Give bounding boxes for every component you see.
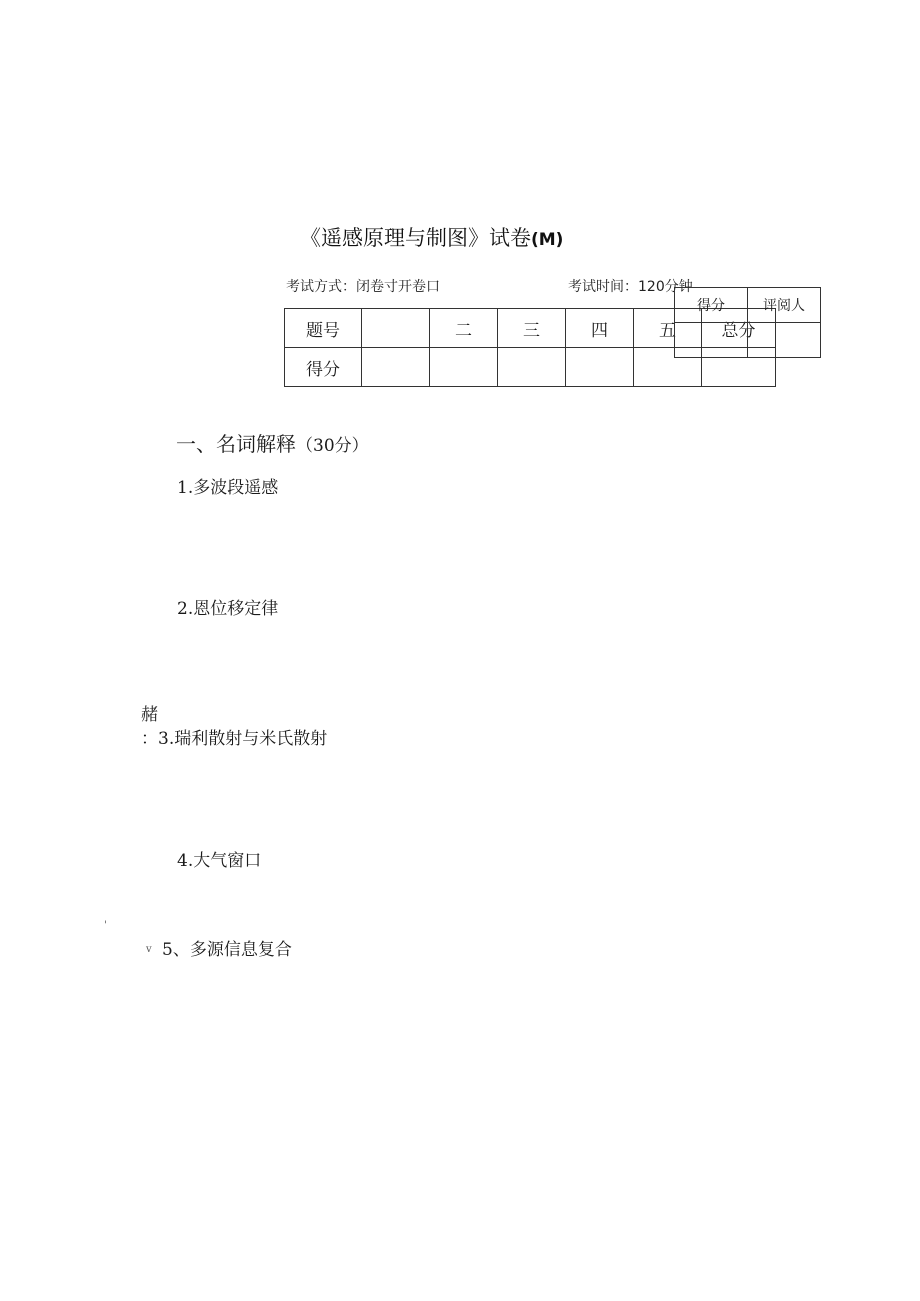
score-header-cell: 总分 (702, 309, 776, 348)
exam-time-unit: 分钟 (664, 279, 693, 295)
score-cell[interactable] (498, 348, 566, 387)
grader-score-header: 得分 (675, 288, 748, 323)
exam-time-label: 考试时间： (568, 279, 638, 295)
score-header-cell (362, 309, 430, 348)
question-item: 4.大气窗口 (177, 851, 262, 871)
question-item: 1.多波段遥感 (177, 478, 279, 498)
section-heading (176, 428, 369, 457)
exam-title (300, 222, 563, 252)
section-points: （30分） (296, 436, 369, 456)
grader-header-row (675, 288, 821, 323)
margin-mark-tick: ' (104, 920, 107, 931)
score-header-cell: 题号 (285, 309, 362, 348)
score-header-cell: 二 (430, 309, 498, 348)
margin-mark-char: 赭 (141, 705, 158, 725)
score-row-label: 得分 (285, 348, 362, 387)
question-item: ：3.瑞利散射与米氏散射 (141, 729, 328, 749)
score-header-cell: 五 (634, 309, 702, 348)
grader-entry-row (675, 323, 821, 358)
grader-reviewer-header: 评阅人 (748, 288, 821, 323)
score-cell[interactable] (566, 348, 634, 387)
exam-time-value: 120 (638, 279, 665, 295)
question-item: 2.恩位移定律 (177, 599, 279, 619)
score-header-cell: 三 (498, 309, 566, 348)
grader-reviewer-cell[interactable] (748, 323, 821, 358)
grader-table (674, 287, 821, 358)
section-title: 一、名词解释 (176, 432, 296, 456)
score-cell[interactable] (362, 348, 430, 387)
exam-title-text: 《遥感原理与制图》试卷 (300, 226, 531, 250)
margin-mark-v: v (146, 944, 152, 955)
question-item: 5、多源信息复合 (162, 940, 292, 960)
score-cell[interactable] (430, 348, 498, 387)
grader-score-cell[interactable] (675, 323, 748, 358)
exam-mode: 考试方式：闭卷寸开卷口 (286, 279, 440, 295)
score-header-cell: 四 (566, 309, 634, 348)
exam-title-tag: (M) (531, 230, 564, 250)
